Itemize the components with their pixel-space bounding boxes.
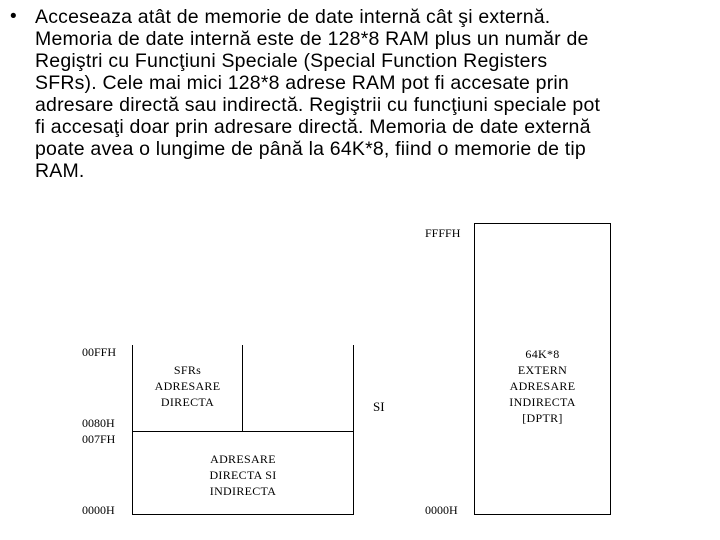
address-label-ffffh: FFFFH (425, 226, 461, 240)
paragraph-line: RAM. (35, 160, 85, 182)
sfr-region-label: SFRs ADRESARE DIRECTA (154, 363, 221, 409)
address-label-007fh: 007FH (82, 432, 116, 446)
paragraph-line: Acceseaza atât de memorie de date internă cât şi externă. (35, 6, 551, 28)
external-region-label: 64K*8 EXTERN ADRESARE INDIRECTA [DPTR] (509, 347, 576, 425)
paragraph-line: fi accesaţi doar prin adresare directă. Memoria de date externă (35, 116, 591, 138)
paragraph-line: adresare directă sau indirectă. Regiştrii cu funcţiuni speciale pot (35, 94, 601, 116)
address-label-00ffh: 00FFH (82, 345, 117, 359)
lower-ram-divider (132, 431, 354, 432)
sfr-divider (242, 345, 243, 432)
bullet-paragraph (35, 6, 720, 182)
address-label-0000h-external: 0000H (425, 503, 458, 517)
paragraph-line: poate avea o lungime de până la 64K*8, fiind o memorie de tip (35, 138, 586, 160)
paragraph-line: Regiştri cu Funcţiuni Speciale (Special Function Registers (35, 50, 548, 72)
address-label-0080h: 0080H (82, 416, 115, 430)
address-label-0000h-internal: 0000H (82, 503, 115, 517)
bullet-marker: • (10, 6, 17, 27)
paragraph-line: SFRs). Cele mai mici 128*8 adrese RAM pot fi accesate prin (35, 72, 569, 94)
paragraph-line: Memoria de date internă este de 128*8 RAM plus un număr de (35, 28, 589, 50)
connector-label: SI (373, 399, 385, 414)
lower-ram-region-label: ADRESARE DIRECTA SI INDIRECTA (209, 452, 277, 498)
